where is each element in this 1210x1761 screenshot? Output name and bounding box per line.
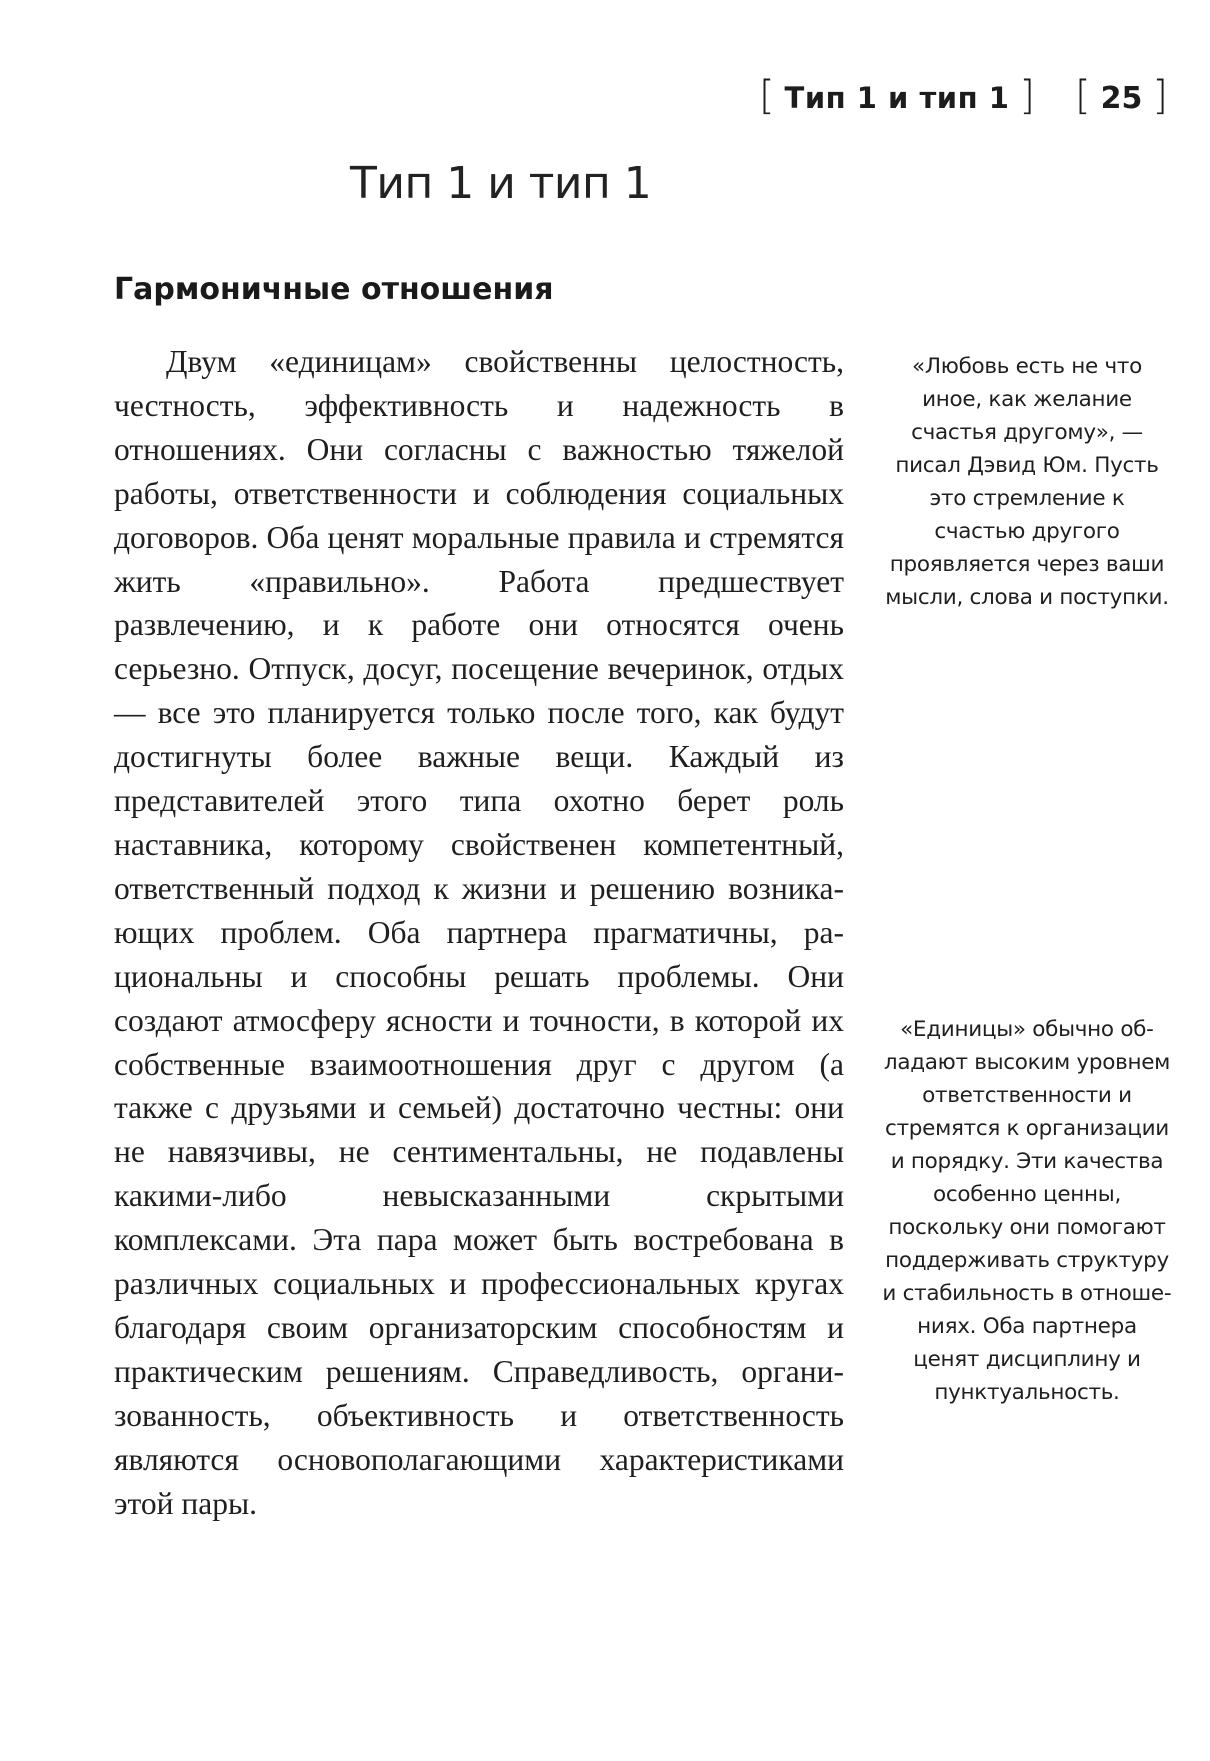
page-number-group [1075,73,1168,119]
running-head-bracket-open: [ [758,73,775,119]
margin-note-quote: «Любовь есть не что иное, как желание счастья другому», — писал Дэвид Юм. Пусть это стремление к счастью другого проявляется через ваши мысли, слова и поступки. [885,354,1169,610]
page-number-bracket-close: ] [1152,73,1168,119]
running-head [758,73,1168,119]
section-heading: Гармоничные отношения [114,272,554,307]
running-head-bracket-close: ] [1019,73,1036,119]
margin-note-responsibility: «Единицы» обычно обладают высоким уровнем ответственности и стремятся к организации и порядку. Эти качества особенно ценны, поскольку они помогают поддерживать структуру и стабильность в отношениях. Оба партнера ценят дисциплину и пунктуальность. [882,1017,1172,1405]
chapter-title: Тип 1 и тип 1 [350,158,652,209]
running-head-title: Тип 1 и тип 1 [784,81,1010,115]
page-number: 25 [1100,80,1143,116]
page-number-bracket-open: [ [1075,73,1091,119]
body-paragraph: Двум «единицам» свойственны целостность, честность, эффективность и надежность в отношениях. Они согласны с важностью тяжелой работы, ответственности и соблюдения социальных договоров. Оба ценят моральные правила и стремятся жить «правильно». Работа предшествует развлечению, и к работе они относятся очень серьезно. Отпуск, досуг, посещение вечеринок, отдых — все это планируется только после того, как будут достигнуты более важные вещи. Каждый из представителей этого типа охотно берет роль наставника, которому свойственен компетентный, ответственный подход к жизни и решению возникающих проблем. Оба партнера прагматичны, рациональны и способны решать проблемы. Они создают атмосферу ясности и точности, в которой их собственные взаимоотношения друг с другом (а также с друзьями и семьей) достаточно честны: они не навязчивы, не сентиментальны, не подавлены какими-либо невысказанными скрытыми комплексами. Эта пара может быть востребована в различных социальных и профессиональных кругах благодаря своим организаторским способностям и практическим решениям. Справедливость, организованность, объективность и ответственность являются основополагающими характеристиками этой пары. [114,344,844,1521]
